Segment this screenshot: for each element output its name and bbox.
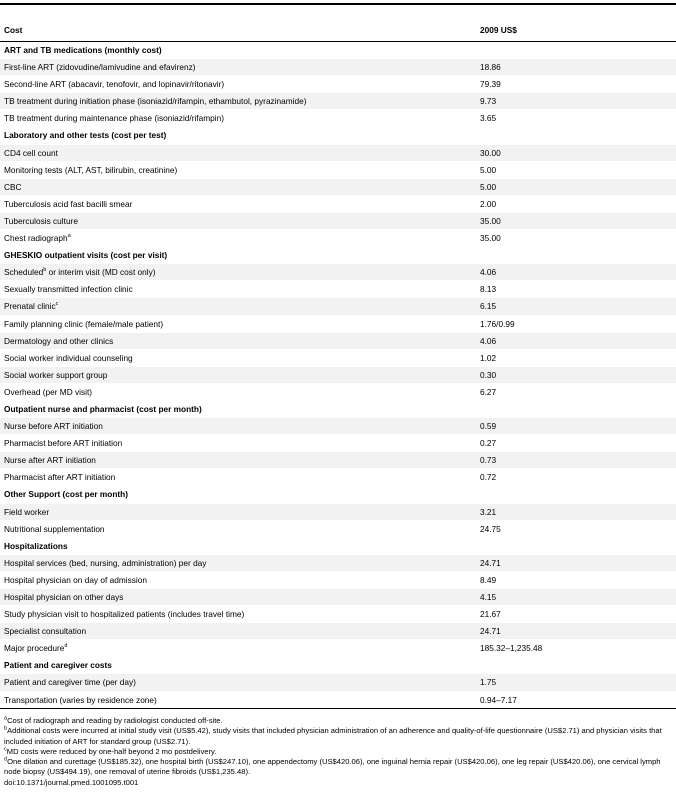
- cost-item-label: Specialist consultation: [4, 626, 87, 637]
- cost-value-cell: 8.13: [476, 281, 676, 298]
- table-row: [0, 144, 676, 161]
- cost-value-cell: 2.00: [476, 195, 676, 212]
- table-row: [0, 589, 676, 606]
- cost-item-cell: [0, 144, 476, 161]
- cost-value-cell: 35.00: [476, 212, 676, 229]
- footnote-marker: b: [43, 267, 47, 274]
- cost-item-cell: [0, 195, 476, 212]
- table-row: [0, 161, 676, 178]
- cost-item-label: Tuberculosis acid fast bacilli smear: [4, 198, 133, 209]
- cost-item-label: Family planning clinic (female/male patient): [4, 318, 164, 329]
- table-row: [0, 230, 676, 247]
- cost-item-label: First-line ART (zidovudine/lamivudine and efavirenz): [4, 62, 196, 73]
- cost-item-label: Major procedure: [4, 643, 65, 654]
- cost-value-cell: 185.32–1,235.48: [476, 640, 676, 657]
- section-title: GHESKIO outpatient visits (cost per visit): [0, 247, 676, 264]
- cost-item-cell: [0, 281, 476, 298]
- top-rule: [0, 3, 676, 5]
- table-row: [0, 640, 676, 657]
- section-title: Outpatient nurse and pharmacist (cost per month): [0, 400, 676, 417]
- section-title: Patient and caregiver costs: [0, 657, 676, 674]
- cost-item-cell: [0, 212, 476, 229]
- section-header-row: [0, 127, 676, 144]
- table-row: [0, 623, 676, 640]
- cost-item-cell: [0, 76, 476, 93]
- cost-item-cell: [0, 606, 476, 623]
- cost-item-label: Patient and caregiver time (per day): [4, 677, 136, 688]
- table-row: [0, 332, 676, 349]
- cost-value-cell: 0.94–7.17: [476, 691, 676, 708]
- cost-item-label: Nurse after ART initiation: [4, 455, 96, 466]
- cost-item-cell: [0, 93, 476, 110]
- cost-item-cell: [0, 366, 476, 383]
- footnote-letter: b: [4, 725, 8, 732]
- cost-item-label: Prenatal clinic: [4, 301, 56, 312]
- cost-value-cell: 1.75: [476, 674, 676, 691]
- table-row: [0, 195, 676, 212]
- footnotes: [4, 716, 672, 788]
- table-row: [0, 418, 676, 435]
- cost-item-cell: [0, 230, 476, 247]
- table-row: [0, 469, 676, 486]
- cost-item-cell: [0, 315, 476, 332]
- cost-item-label: TB treatment during initiation phase (isoniazid/rifampin, ethambutol, pyrazinamide): [4, 96, 307, 107]
- cost-value-cell: 0.27: [476, 435, 676, 452]
- cost-item-label: Social worker individual counseling: [4, 352, 133, 363]
- table-body: [0, 42, 676, 709]
- cost-item-cell: [0, 178, 476, 195]
- footnote: [4, 726, 672, 747]
- cost-value-cell: 24.71: [476, 623, 676, 640]
- section-title: ART and TB medications (monthly cost): [0, 42, 676, 59]
- footnote-text: Cost of radiograph and reading by radiologist conducted off-site.: [7, 716, 223, 725]
- cost-item-cell: [0, 298, 476, 315]
- cost-value-cell: 24.75: [476, 520, 676, 537]
- table-row: [0, 76, 676, 93]
- section-header-row: [0, 657, 676, 674]
- cost-item-label: Hospital services (bed, nursing, administration) per day: [4, 557, 207, 568]
- cost-item-label: Scheduled: [4, 267, 44, 278]
- cost-value-cell: 0.30: [476, 366, 676, 383]
- cost-item-label: CBC: [4, 181, 22, 192]
- cost-value-cell: 3.21: [476, 503, 676, 520]
- footnote-marker: a: [67, 233, 71, 240]
- cost-item-cell: [0, 349, 476, 366]
- cost-value-cell: 0.59: [476, 418, 676, 435]
- table-row: [0, 435, 676, 452]
- cost-value-cell: 79.39: [476, 76, 676, 93]
- cost-item-label: Study physician visit to hospitalized patients (includes travel time): [4, 609, 245, 620]
- table-row: [0, 520, 676, 537]
- cost-item-label: Tuberculosis culture: [4, 215, 78, 226]
- footnote-letter: c: [4, 746, 7, 753]
- cost-item-cell: [0, 110, 476, 127]
- cost-item-label: Pharmacist before ART initiation: [4, 438, 123, 449]
- table-row: [0, 606, 676, 623]
- cost-item-label: Hospital physician on other days: [4, 592, 124, 602]
- table-row: [0, 452, 676, 469]
- cost-value-cell: 0.73: [476, 452, 676, 469]
- cost-item-cell: [0, 640, 476, 657]
- cost-item-label: Dermatology and other clinics: [4, 335, 114, 346]
- cost-item-label: Nurse before ART initiation: [4, 421, 103, 432]
- cost-value-cell: 1.02: [476, 349, 676, 366]
- cost-item-cell: [0, 452, 476, 469]
- header-cost: Cost: [0, 19, 476, 42]
- table-row: [0, 298, 676, 315]
- table-row: [0, 571, 676, 588]
- header-currency: 2009 US$: [476, 19, 676, 42]
- cost-value-cell: 5.00: [476, 178, 676, 195]
- cost-value-cell: 0.72: [476, 469, 676, 486]
- cost-item-cell: [0, 264, 476, 281]
- cost-item-label: CD4 cell count: [4, 147, 58, 158]
- table-row: [0, 691, 676, 708]
- footnote-marker: d: [64, 643, 68, 650]
- section-title: Laboratory and other tests (cost per test): [0, 127, 676, 144]
- section-header-row: [0, 400, 676, 417]
- cost-item-cell: [0, 520, 476, 537]
- section-title: Hospitalizations: [0, 537, 676, 554]
- table-row: [0, 93, 676, 110]
- cost-item-label: Nutritional supplementation: [4, 523, 105, 534]
- cost-value-cell: 9.73: [476, 93, 676, 110]
- section-header-row: [0, 486, 676, 503]
- footnote-text: MD costs were reduced by one-half beyond 2 mo postdelivery.: [6, 746, 217, 756]
- cost-item-label: Field worker: [4, 506, 50, 517]
- cost-item-cell: [0, 418, 476, 435]
- footnote: [4, 757, 672, 778]
- cost-item-label: Hospital physician on day of admission: [4, 574, 147, 585]
- section-header-row: [0, 537, 676, 554]
- table-row: [0, 264, 676, 281]
- cost-item-cell: [0, 161, 476, 178]
- cost-value-cell: 18.86: [476, 59, 676, 76]
- cost-item-label: TB treatment during maintenance phase (isoniazid/rifampin): [4, 113, 224, 124]
- cost-item-label: Sexually transmitted infection clinic: [4, 284, 133, 295]
- doi-line: doi:10.1371/journal.pmed.1001095.t001: [4, 777, 139, 787]
- cost-item-cell: [0, 469, 476, 486]
- cost-value-cell: 35.00: [476, 230, 676, 247]
- table-row: [0, 674, 676, 691]
- cost-value-cell: 24.71: [476, 554, 676, 571]
- cost-item-label: Transportation (varies by residence zone): [4, 694, 157, 705]
- cost-value-cell: 30.00: [476, 144, 676, 161]
- table-row: [0, 315, 676, 332]
- section-header-row: [0, 247, 676, 264]
- cost-value-cell: 4.06: [476, 264, 676, 281]
- cost-value-cell: 5.00: [476, 161, 676, 178]
- cost-item-cell: [0, 571, 476, 588]
- table-row: [0, 212, 676, 229]
- cost-item-cell: [0, 332, 476, 349]
- table-row: [0, 349, 676, 366]
- cost-item-cell: [0, 589, 476, 606]
- cost-item-cell: [0, 503, 476, 520]
- cost-value-cell: 4.15: [476, 589, 676, 606]
- footnote-text: Additional costs were incurred at initial study visit (US$5.42), study visits that included physician administration of an adherence and quality-of-life questionnaire (US$2.71) and physician visits that included initiation of ART for standard group (US$2.71).: [4, 726, 662, 746]
- cost-item-cell: [0, 691, 476, 708]
- cost-item-cell: [0, 59, 476, 76]
- table-row: [0, 366, 676, 383]
- cost-value-cell: 1.76/0.99: [476, 315, 676, 332]
- cost-item-label: Chest radiograph: [4, 233, 68, 244]
- cost-value-cell: 6.27: [476, 383, 676, 400]
- cost-value-cell: 21.67: [476, 606, 676, 623]
- footnote-marker: c: [55, 301, 59, 308]
- footnote-letter: d: [4, 756, 8, 763]
- cost-item-label: Second-line ART (abacavir, tenofovir, and lopinavir/ritonavir): [4, 79, 225, 90]
- cost-value-cell: 4.06: [476, 332, 676, 349]
- cost-item-label: Social worker support group: [4, 369, 108, 380]
- cost-item-label: Monitoring tests (ALT, AST, bilirubin, creatinine): [4, 164, 178, 175]
- cost-item-cell: [0, 383, 476, 400]
- section-title: Other Support (cost per month): [0, 486, 676, 503]
- footnote: [4, 716, 672, 726]
- table-row: [0, 281, 676, 298]
- footnote: [4, 747, 672, 757]
- cost-table: [0, 19, 676, 709]
- table-row: [0, 178, 676, 195]
- table-row: [0, 554, 676, 571]
- table-row: [0, 59, 676, 76]
- cost-item-label: Pharmacist after ART initiation: [4, 472, 116, 483]
- cost-item-cell: [0, 554, 476, 571]
- table-row: [0, 503, 676, 520]
- footnote-text: One dilation and curettage (US$185.32), one hospital birth (US$247.10), one appendectomy (US$420.06), one inguinal hernia repair (US$420.06), one leg repair (US$420.06), one cervical lymph node biopsy (US$494.19), one removal of uterine fibroids (US$1,235.48).: [4, 757, 661, 777]
- cost-value-cell: 8.49: [476, 571, 676, 588]
- cost-item-cell: [0, 435, 476, 452]
- section-header-row: [0, 42, 676, 59]
- footnote-letter: a: [4, 715, 8, 722]
- table-row: [0, 383, 676, 400]
- cost-item-label-cont: or interim visit (MD cost only): [46, 267, 156, 278]
- cost-value-cell: 3.65: [476, 110, 676, 127]
- cost-item-cell: [0, 674, 476, 691]
- cost-item-label: Overhead (per MD visit): [4, 386, 93, 397]
- cost-item-cell: [0, 623, 476, 640]
- table-header-row: [0, 19, 676, 42]
- cost-value-cell: 6.15: [476, 298, 676, 315]
- table-row: [0, 110, 676, 127]
